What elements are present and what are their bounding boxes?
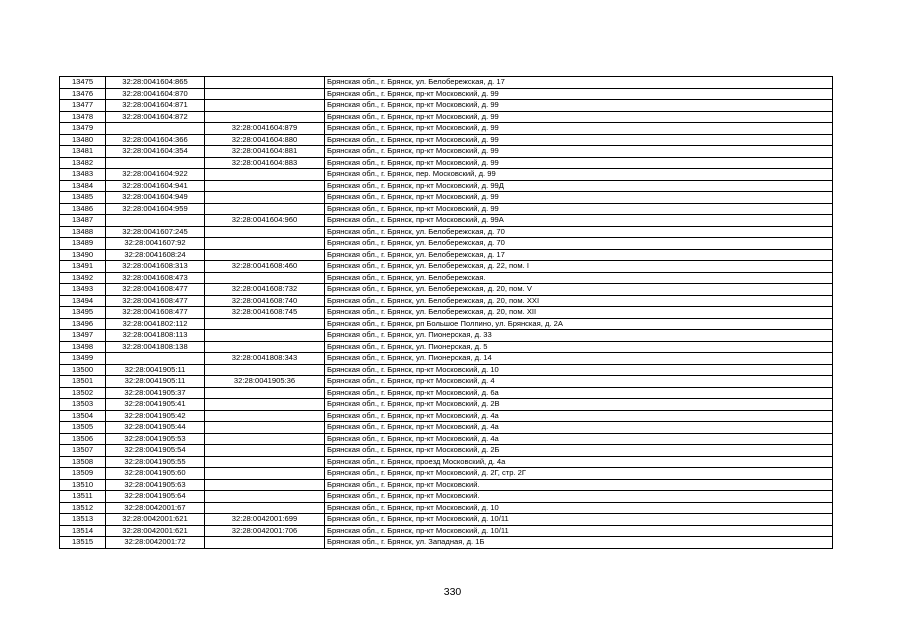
address-cell: Брянская обл., г. Брянск, пр-кт Московский, д. 4а [325, 422, 833, 434]
address-cell: Брянская обл., г. Брянск, рп Большое Полпино, ул. Брянская, д. 2А [325, 318, 833, 330]
row-number-cell: 13486 [60, 203, 106, 215]
building-cadastral-number-cell: 32:28:0041604:883 [205, 157, 325, 169]
cadastral-number-cell [106, 353, 205, 365]
building-cadastral-number-cell [205, 399, 325, 411]
row-number-cell: 13508 [60, 456, 106, 468]
building-cadastral-number-cell [205, 203, 325, 215]
building-cadastral-number-cell [205, 456, 325, 468]
building-cadastral-number-cell [205, 77, 325, 89]
row-number-cell: 13489 [60, 238, 106, 250]
row-number-cell: 13504 [60, 410, 106, 422]
address-cell: Брянская обл., г. Брянск, пр-кт Московский, д. 99 [325, 111, 833, 123]
building-cadastral-number-cell [205, 410, 325, 422]
cadastral-number-cell: 32:28:0041905:11 [106, 364, 205, 376]
address-cell: Брянская обл., г. Брянск, пер. Московский, д. 99 [325, 169, 833, 181]
table-row [60, 318, 833, 330]
row-number-cell: 13480 [60, 134, 106, 146]
row-number-cell: 13475 [60, 77, 106, 89]
cadastral-number-cell: 32:28:0041604:949 [106, 192, 205, 204]
address-cell: Брянская обл., г. Брянск, пр-кт Московский, д. 99 [325, 146, 833, 158]
address-cell: Брянская обл., г. Брянск, ул. Белобережская, д. 20, пом. XII [325, 307, 833, 319]
table-row [60, 284, 833, 296]
row-number-cell: 13492 [60, 272, 106, 284]
table-row [60, 261, 833, 273]
cadastral-number-cell: 32:28:0041607:92 [106, 238, 205, 250]
row-number-cell: 13500 [60, 364, 106, 376]
address-cell: Брянская обл., г. Брянск, пр-кт Московский, д. 10 [325, 502, 833, 514]
cadastral-number-cell: 32:28:0041608:473 [106, 272, 205, 284]
table-row [60, 307, 833, 319]
row-number-cell: 13487 [60, 215, 106, 227]
cadastral-number-cell [106, 123, 205, 135]
building-cadastral-number-cell: 32:28:0041608:745 [205, 307, 325, 319]
cadastral-number-cell: 32:28:0041905:64 [106, 491, 205, 503]
table-row [60, 456, 833, 468]
building-cadastral-number-cell [205, 491, 325, 503]
building-cadastral-number-cell: 32:28:0041905:36 [205, 376, 325, 388]
table-row [60, 146, 833, 158]
address-cell: Брянская обл., г. Брянск, пр-кт Московский, д. 99 [325, 157, 833, 169]
row-number-cell: 13503 [60, 399, 106, 411]
cadastral-number-cell: 32:28:0041905:60 [106, 468, 205, 480]
cadastral-number-cell: 32:28:0041905:44 [106, 422, 205, 434]
building-cadastral-number-cell [205, 180, 325, 192]
row-number-cell: 13499 [60, 353, 106, 365]
cadastral-number-cell: 32:28:0041608:477 [106, 295, 205, 307]
cadastral-number-cell: 32:28:0041604:865 [106, 77, 205, 89]
table-row [60, 157, 833, 169]
address-cell: Брянская обл., г. Брянск, ул. Пионерская, д. 14 [325, 353, 833, 365]
table-row [60, 215, 833, 227]
row-number-cell: 13515 [60, 537, 106, 549]
address-cell: Брянская обл., г. Брянск, пр-кт Московский, д. 99 [325, 203, 833, 215]
table-row [60, 387, 833, 399]
building-cadastral-number-cell [205, 318, 325, 330]
table-row [60, 169, 833, 181]
row-number-cell: 13497 [60, 330, 106, 342]
row-number-cell: 13510 [60, 479, 106, 491]
address-cell: Брянская обл., г. Брянск, пр-кт Московский, д. 99 [325, 134, 833, 146]
cadastral-number-cell: 32:28:0042001:67 [106, 502, 205, 514]
building-cadastral-number-cell: 32:28:0041608:460 [205, 261, 325, 273]
address-cell: Брянская обл., г. Брянск, пр-кт Московский, д. 99Д [325, 180, 833, 192]
table-row [60, 330, 833, 342]
cadastral-number-cell: 32:28:0041905:42 [106, 410, 205, 422]
building-cadastral-number-cell [205, 387, 325, 399]
address-cell: Брянская обл., г. Брянск, пр-кт Московский, д. 99 [325, 192, 833, 204]
row-number-cell: 13479 [60, 123, 106, 135]
row-number-cell: 13476 [60, 88, 106, 100]
cadastral-number-cell: 32:28:0042001:621 [106, 525, 205, 537]
table-row [60, 341, 833, 353]
cadastral-number-cell: 32:28:0041905:63 [106, 479, 205, 491]
row-number-cell: 13494 [60, 295, 106, 307]
building-cadastral-number-cell [205, 100, 325, 112]
cadastral-number-cell: 32:28:0041608:313 [106, 261, 205, 273]
cadastral-number-cell: 32:28:0041905:55 [106, 456, 205, 468]
building-cadastral-number-cell [205, 226, 325, 238]
table-row [60, 376, 833, 388]
row-number-cell: 13484 [60, 180, 106, 192]
address-cell: Брянская обл., г. Брянск, ул. Белобережская, д. 70 [325, 238, 833, 250]
row-number-cell: 13488 [60, 226, 106, 238]
table-row [60, 249, 833, 261]
table-row [60, 422, 833, 434]
cadastral-number-cell: 32:28:0041604:941 [106, 180, 205, 192]
row-number-cell: 13513 [60, 514, 106, 526]
cadastral-number-cell: 32:28:0041608:24 [106, 249, 205, 261]
row-number-cell: 13507 [60, 445, 106, 457]
address-cell: Брянская обл., г. Брянск, пр-кт Московский, д. 4а [325, 410, 833, 422]
cadastral-number-cell: 32:28:0042001:621 [106, 514, 205, 526]
cadastral-number-cell: 32:28:0041905:37 [106, 387, 205, 399]
address-cell: Брянская обл., г. Брянск, пр-кт Московский, д. 4 [325, 376, 833, 388]
address-cell: Брянская обл., г. Брянск, ул. Белобережская, д. 20, пом. XXI [325, 295, 833, 307]
cadastral-number-cell: 32:28:0041604:922 [106, 169, 205, 181]
table-row [60, 479, 833, 491]
row-number-cell: 13496 [60, 318, 106, 330]
table-row [60, 514, 833, 526]
row-number-cell: 13478 [60, 111, 106, 123]
address-cell: Брянская обл., г. Брянск, пр-кт Московский, д. 99 [325, 123, 833, 135]
cadastral-number-cell: 32:28:0041608:477 [106, 284, 205, 296]
building-cadastral-number-cell: 32:28:0041604:960 [205, 215, 325, 227]
building-cadastral-number-cell [205, 111, 325, 123]
registry-table-body [60, 77, 833, 549]
building-cadastral-number-cell: 32:28:0042001:699 [205, 514, 325, 526]
cadastral-number-cell: 32:28:0041905:11 [106, 376, 205, 388]
row-number-cell: 13514 [60, 525, 106, 537]
cadastral-number-cell: 32:28:0041604:870 [106, 88, 205, 100]
table-row [60, 502, 833, 514]
address-cell: Брянская обл., г. Брянск, пр-кт Московский, д. 6а [325, 387, 833, 399]
address-cell: Брянская обл., г. Брянск, ул. Пионерская, д. 5 [325, 341, 833, 353]
table-row [60, 468, 833, 480]
building-cadastral-number-cell [205, 479, 325, 491]
address-cell: Брянская обл., г. Брянск, ул. Белобережская, д. 17 [325, 77, 833, 89]
address-cell: Брянская обл., г. Брянск, проезд Московский, д. 4а [325, 456, 833, 468]
building-cadastral-number-cell: 32:28:0041808:343 [205, 353, 325, 365]
building-cadastral-number-cell [205, 422, 325, 434]
table-row [60, 77, 833, 89]
building-cadastral-number-cell [205, 468, 325, 480]
table-row [60, 226, 833, 238]
table-row [60, 445, 833, 457]
building-cadastral-number-cell: 32:28:0041608:740 [205, 295, 325, 307]
building-cadastral-number-cell [205, 272, 325, 284]
table-row [60, 238, 833, 250]
building-cadastral-number-cell [205, 445, 325, 457]
address-cell: Брянская обл., г. Брянск, ул. Белобережская, д. 17 [325, 249, 833, 261]
cadastral-number-cell: 32:28:0041808:138 [106, 341, 205, 353]
table-row [60, 192, 833, 204]
building-cadastral-number-cell [205, 502, 325, 514]
table-row [60, 537, 833, 549]
building-cadastral-number-cell: 32:28:0041604:881 [205, 146, 325, 158]
address-cell: Брянская обл., г. Брянск, пр-кт Московский, д. 4а [325, 433, 833, 445]
address-cell: Брянская обл., г. Брянск, пр-кт Московский. [325, 491, 833, 503]
building-cadastral-number-cell [205, 537, 325, 549]
building-cadastral-number-cell [205, 169, 325, 181]
address-cell: Брянская обл., г. Брянск, пр-кт Московский. [325, 479, 833, 491]
building-cadastral-number-cell [205, 364, 325, 376]
cadastral-number-cell: 32:28:0041905:41 [106, 399, 205, 411]
row-number-cell: 13511 [60, 491, 106, 503]
row-number-cell: 13498 [60, 341, 106, 353]
cadastral-number-cell [106, 157, 205, 169]
table-row [60, 353, 833, 365]
row-number-cell: 13512 [60, 502, 106, 514]
address-cell: Брянская обл., г. Брянск, пр-кт Московский, д. 99 [325, 100, 833, 112]
table-row [60, 100, 833, 112]
table-row [60, 295, 833, 307]
address-cell: Брянская обл., г. Брянск, ул. Белобережская, д. 70 [325, 226, 833, 238]
cadastral-number-cell: 32:28:0041604:872 [106, 111, 205, 123]
page-number: 330 [443, 586, 462, 598]
cadastral-number-cell: 32:28:0041604:959 [106, 203, 205, 215]
address-cell: Брянская обл., г. Брянск, ул. Белобережская. [325, 272, 833, 284]
cadastral-number-cell: 32:28:0041905:53 [106, 433, 205, 445]
row-number-cell: 13481 [60, 146, 106, 158]
building-cadastral-number-cell [205, 341, 325, 353]
table-row [60, 491, 833, 503]
address-cell: Брянская обл., г. Брянск, пр-кт Московский, д. 99А [325, 215, 833, 227]
row-number-cell: 13506 [60, 433, 106, 445]
building-cadastral-number-cell [205, 238, 325, 250]
table-row [60, 134, 833, 146]
row-number-cell: 13485 [60, 192, 106, 204]
table-row [60, 88, 833, 100]
cadastral-number-cell: 32:28:0041604:871 [106, 100, 205, 112]
cadastral-number-cell: 32:28:0041808:113 [106, 330, 205, 342]
table-row [60, 399, 833, 411]
address-cell: Брянская обл., г. Брянск, ул. Белобережская, д. 20, пом. V [325, 284, 833, 296]
row-number-cell: 13509 [60, 468, 106, 480]
cadastral-number-cell: 32:28:0042001:72 [106, 537, 205, 549]
table-row [60, 410, 833, 422]
building-cadastral-number-cell: 32:28:0041604:879 [205, 123, 325, 135]
cadastral-number-cell: 32:28:0041607:245 [106, 226, 205, 238]
building-cadastral-number-cell [205, 330, 325, 342]
table-row [60, 203, 833, 215]
address-cell: Брянская обл., г. Брянск, пр-кт Московский, д. 10 [325, 364, 833, 376]
building-cadastral-number-cell: 32:28:0041608:732 [205, 284, 325, 296]
row-number-cell: 13495 [60, 307, 106, 319]
cadastral-number-cell [106, 215, 205, 227]
row-number-cell: 13490 [60, 249, 106, 261]
row-number-cell: 13505 [60, 422, 106, 434]
table-row [60, 123, 833, 135]
cadastral-number-cell: 32:28:0041905:54 [106, 445, 205, 457]
row-number-cell: 13491 [60, 261, 106, 273]
row-number-cell: 13477 [60, 100, 106, 112]
cadastral-number-cell: 32:28:0041802:112 [106, 318, 205, 330]
building-cadastral-number-cell [205, 249, 325, 261]
table-row [60, 433, 833, 445]
building-cadastral-number-cell: 32:28:0042001:706 [205, 525, 325, 537]
building-cadastral-number-cell [205, 192, 325, 204]
registry-table [59, 76, 833, 549]
address-cell: Брянская обл., г. Брянск, ул. Западная, д. 1Б [325, 537, 833, 549]
address-cell: Брянская обл., г. Брянск, пр-кт Московский, д. 2Б [325, 445, 833, 457]
row-number-cell: 13501 [60, 376, 106, 388]
address-cell: Брянская обл., г. Брянск, пр-кт Московский, д. 2Г, стр. 2Г [325, 468, 833, 480]
cadastral-number-cell: 32:28:0041604:354 [106, 146, 205, 158]
table-row [60, 525, 833, 537]
table-row [60, 111, 833, 123]
address-cell: Брянская обл., г. Брянск, пр-кт Московский, д. 99 [325, 88, 833, 100]
cadastral-number-cell: 32:28:0041604:366 [106, 134, 205, 146]
row-number-cell: 13482 [60, 157, 106, 169]
address-cell: Брянская обл., г. Брянск, пр-кт Московский, д. 2В [325, 399, 833, 411]
row-number-cell: 13493 [60, 284, 106, 296]
address-cell: Брянская обл., г. Брянск, ул. Белобережская, д. 22, пом. I [325, 261, 833, 273]
building-cadastral-number-cell: 32:28:0041604:880 [205, 134, 325, 146]
cadastral-number-cell: 32:28:0041608:477 [106, 307, 205, 319]
table-row [60, 180, 833, 192]
table-row [60, 272, 833, 284]
row-number-cell: 13502 [60, 387, 106, 399]
address-cell: Брянская обл., г. Брянск, пр-кт Московский, д. 10/11 [325, 525, 833, 537]
address-cell: Брянская обл., г. Брянск, пр-кт Московский, д. 10/11 [325, 514, 833, 526]
table-row [60, 364, 833, 376]
address-cell: Брянская обл., г. Брянск, ул. Пионерская, д. 33 [325, 330, 833, 342]
building-cadastral-number-cell [205, 433, 325, 445]
row-number-cell: 13483 [60, 169, 106, 181]
building-cadastral-number-cell [205, 88, 325, 100]
